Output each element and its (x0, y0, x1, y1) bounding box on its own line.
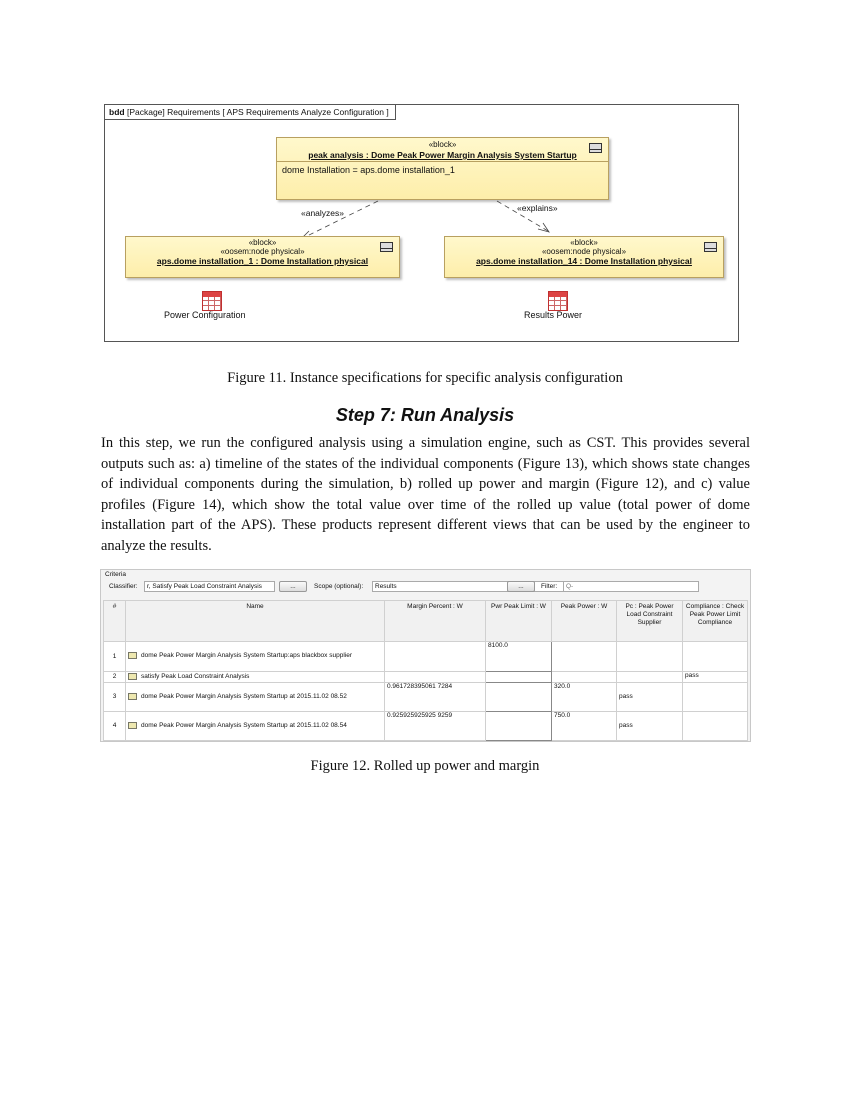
scope-label: Scope (optional): (314, 583, 364, 590)
diagram-title: [Package] Requirements [ APS Requirements Analyze Configuration ] (126, 107, 389, 117)
table-row[interactable] (104, 672, 748, 683)
row-name: dome Peak Power Margin Analysis System Startup at 2015.11.02 08.54 (141, 722, 347, 730)
row-number: 4 (104, 712, 126, 741)
figure-12-caption: Figure 12. Rolled up power and margin (310, 758, 540, 774)
table-icon[interactable] (548, 291, 568, 311)
block-icon (704, 242, 717, 252)
row-number: 2 (104, 672, 126, 683)
results-table-panel (100, 569, 751, 742)
row-name: dome Peak Power Margin Analysis System Startup at 2015.11.02 08.52 (141, 693, 347, 701)
criteria-title: Criteria (105, 571, 126, 578)
pc-cell[interactable] (617, 672, 683, 683)
instance-icon (128, 722, 137, 729)
explains-label: «explains» (517, 203, 558, 213)
row-number: 1 (104, 642, 126, 672)
pc-cell[interactable]: pass (617, 712, 683, 741)
column-header[interactable]: # (104, 601, 126, 642)
table-icon[interactable] (202, 291, 222, 311)
block-stereotype-2: «oosem:node physical» (541, 247, 627, 256)
limit-cell[interactable]: 8100.0 (486, 642, 552, 672)
pc-cell[interactable] (617, 642, 683, 672)
table-header-row (104, 601, 748, 642)
section-heading: Step 7: Run Analysis (335, 405, 515, 425)
compliance-cell[interactable]: pass (683, 672, 748, 683)
column-header[interactable]: Pc : Peak Power Load Constraint Supplier (617, 601, 683, 642)
peak-cell[interactable] (552, 642, 617, 672)
scope-browse-button[interactable]: ... (507, 581, 535, 592)
classifier-label: Classifier: (109, 583, 138, 590)
peak-cell[interactable] (552, 672, 617, 683)
limit-cell[interactable] (486, 672, 552, 683)
instance-icon (128, 652, 137, 659)
margin-cell[interactable] (385, 672, 486, 683)
compliance-cell[interactable] (683, 642, 748, 672)
block-name: aps.dome installation_14 : Dome Installation physical (476, 256, 692, 266)
block-stereotype: «block» (248, 238, 277, 247)
scope-field[interactable]: Results (372, 581, 602, 592)
block-attribute: dome Installation = aps.dome installation_1 (277, 161, 608, 178)
bdd-diagram (104, 104, 739, 342)
block-stereotype-2: «oosem:node physical» (220, 247, 305, 256)
filter-field[interactable]: Q- (563, 581, 699, 592)
classifier-browse-button[interactable]: ... (279, 581, 307, 592)
margin-cell[interactable]: 0.961728395061 7284 (385, 683, 486, 712)
row-number: 3 (104, 683, 126, 712)
block-stereotype: «block» (428, 140, 457, 149)
column-header[interactable]: Name (126, 601, 385, 642)
column-header[interactable]: Compliance : Check Peak Power Limit Compliance (683, 601, 748, 642)
margin-cell[interactable]: 0.925925925925 9259 (385, 712, 486, 741)
results-power-label: Results Power (524, 310, 583, 320)
compliance-cell[interactable] (683, 712, 748, 741)
dome-installation-14-block[interactable] (444, 236, 724, 278)
dome-installation-1-block[interactable] (125, 236, 400, 278)
block-stereotype: «block» (570, 238, 598, 247)
table-row[interactable] (104, 712, 748, 741)
instance-icon (128, 673, 137, 680)
figure-11-caption: Figure 11. Instance specifications for specific analysis configuration (227, 370, 623, 386)
table-row[interactable] (104, 683, 748, 712)
column-header[interactable]: Peak Power : W (552, 601, 617, 642)
margin-cell[interactable] (385, 642, 486, 672)
filter-label: Filter: (541, 583, 558, 590)
limit-cell[interactable] (486, 683, 552, 712)
row-name: satisfy Peak Load Constraint Analysis (141, 673, 250, 681)
pc-cell[interactable]: pass (617, 683, 683, 712)
table-row[interactable] (104, 642, 748, 672)
column-header[interactable]: Margin Percent : W (385, 601, 486, 642)
results-table (103, 600, 748, 741)
classifier-field[interactable]: r, Satisfy Peak Load Constraint Analysis (144, 581, 275, 592)
block-name: peak analysis : Dome Peak Power Margin Analysis System Startup (308, 150, 577, 160)
body-paragraph: In this step, we run the configured analysis using a simulation engine, such as CST. This provides several outputs such as: a) timeline of the states of the individual components (Figure 13), which shows state changes of individual components during the simulation, b) rolled up power and margin (Figure 12), and c) value profiles (Figure 14), which show the total value over time of the rolled up value (total power of dome installation part of the APS). These products represent different views that can be used by the engineer to analyze the results. (101, 435, 750, 554)
instance-icon (128, 693, 137, 700)
block-icon (380, 242, 393, 252)
diagram-kind: bdd (109, 107, 125, 117)
peak-cell[interactable]: 750.0 (552, 712, 617, 741)
column-header[interactable]: Pwr Peak Limit : W (486, 601, 552, 642)
power-configuration-label: Power Configuration (164, 310, 246, 320)
compliance-cell[interactable] (683, 683, 748, 712)
block-name: aps.dome installation_1 : Dome Installation physical (156, 256, 369, 266)
row-name: dome Peak Power Margin Analysis System Startup:aps blackbox supplier (141, 652, 352, 660)
analyzes-label: «analyzes» (301, 208, 345, 218)
peak-cell[interactable]: 320.0 (552, 683, 617, 712)
limit-cell[interactable] (486, 712, 552, 741)
dependency-arrows (105, 105, 738, 341)
